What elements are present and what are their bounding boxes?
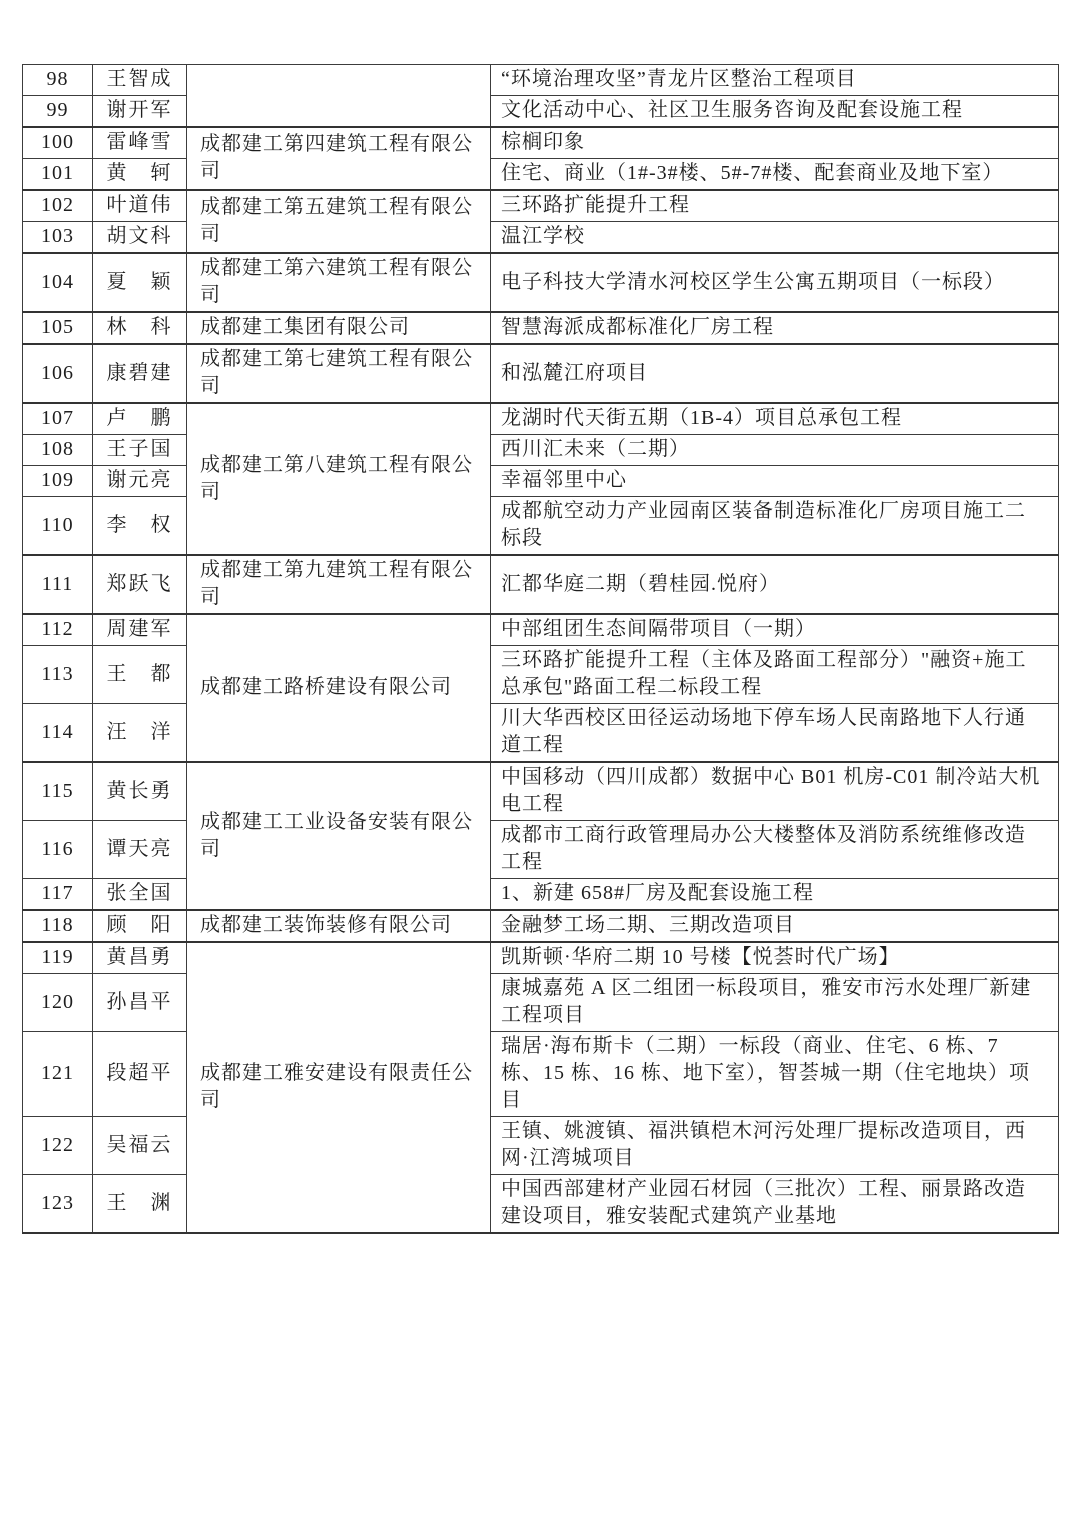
project-cell: 川大华西校区田径运动场地下停车场人民南路地下人行通道工程: [491, 704, 1059, 763]
project-cell: 中国西部建材产业园石材园（三批次）工程、丽景路改造建设项目，雅安装配式建筑产业基地: [491, 1175, 1059, 1234]
person-name-cell: 林 科: [93, 312, 187, 344]
row-number-cell: 118: [23, 910, 93, 942]
project-cell: 中部组团生态间隔带项目（一期）: [491, 614, 1059, 646]
table-row: [23, 646, 1059, 704]
row-number-cell: 103: [23, 222, 93, 254]
personnel-project-table: [22, 64, 1059, 1234]
row-number-cell: 111: [23, 555, 93, 614]
project-cell: 金融梦工场二期、三期改造项目: [491, 910, 1059, 942]
row-number-cell: 100: [23, 127, 93, 159]
table-row: [23, 65, 1059, 96]
row-number-cell: 115: [23, 762, 93, 821]
row-number-cell: 102: [23, 190, 93, 222]
project-cell: 成都市工商行政管理局办公大楼整体及消防系统维修改造工程: [491, 821, 1059, 879]
row-number-cell: 120: [23, 974, 93, 1032]
project-cell: 住宅、商业（1#-3#楼、5#-7#楼、配套商业及地下室）: [491, 159, 1059, 191]
person-name-cell: 康碧建: [93, 344, 187, 403]
project-cell: “环境治理攻坚”青龙片区整治工程项目: [491, 65, 1059, 96]
project-cell: 幸福邻里中心: [491, 466, 1059, 497]
person-name-cell: 夏 颖: [93, 253, 187, 312]
table-row: [23, 704, 1059, 763]
person-name-cell: 卢 鹏: [93, 403, 187, 435]
row-number-cell: 114: [23, 704, 93, 763]
company-cell: 成都建工第七建筑工程有限公司: [187, 344, 491, 403]
table-row: [23, 159, 1059, 191]
person-name-cell: 黄长勇: [93, 762, 187, 821]
table-row: [23, 222, 1059, 254]
project-cell: 王镇、姚渡镇、福洪镇桤木河污处理厂提标改造项目，西网·江湾城项目: [491, 1117, 1059, 1175]
person-name-cell: 王智成: [93, 65, 187, 96]
row-number-cell: 101: [23, 159, 93, 191]
row-number-cell: 112: [23, 614, 93, 646]
table-row: [23, 403, 1059, 435]
project-cell: 棕榈印象: [491, 127, 1059, 159]
table-row: [23, 497, 1059, 556]
project-cell: 和泓麓江府项目: [491, 344, 1059, 403]
table-row: [23, 253, 1059, 312]
row-number-cell: 104: [23, 253, 93, 312]
table-row: [23, 190, 1059, 222]
row-number-cell: 105: [23, 312, 93, 344]
row-number-cell: 119: [23, 942, 93, 974]
row-number-cell: 123: [23, 1175, 93, 1234]
person-name-cell: 王 渊: [93, 1175, 187, 1234]
person-name-cell: 黄昌勇: [93, 942, 187, 974]
company-cell: 成都建工雅安建设有限责任公司: [187, 942, 491, 1233]
row-number-cell: 116: [23, 821, 93, 879]
table-row: [23, 879, 1059, 911]
table-row: [23, 762, 1059, 821]
row-number-cell: 121: [23, 1032, 93, 1117]
table-row: [23, 1117, 1059, 1175]
project-cell: 文化活动中心、社区卫生服务咨询及配套设施工程: [491, 96, 1059, 128]
personnel-project-table-body: [23, 65, 1059, 1234]
person-name-cell: 李 权: [93, 497, 187, 556]
company-cell: 成都建工第九建筑工程有限公司: [187, 555, 491, 614]
person-name-cell: 胡文科: [93, 222, 187, 254]
person-name-cell: 谢元亮: [93, 466, 187, 497]
table-row: [23, 435, 1059, 466]
row-number-cell: 109: [23, 466, 93, 497]
row-number-cell: 108: [23, 435, 93, 466]
row-number-cell: 113: [23, 646, 93, 704]
project-cell: 智慧海派成都标准化厂房工程: [491, 312, 1059, 344]
person-name-cell: 周建军: [93, 614, 187, 646]
person-name-cell: 汪 洋: [93, 704, 187, 763]
person-name-cell: 段超平: [93, 1032, 187, 1117]
table-row: [23, 614, 1059, 646]
company-cell: 成都建工集团有限公司: [187, 312, 491, 344]
table-row: [23, 1175, 1059, 1234]
person-name-cell: 王 都: [93, 646, 187, 704]
company-cell: 成都建工工业设备安装有限公司: [187, 762, 491, 910]
project-cell: 康城嘉苑 A 区二组团一标段项目，雅安市污水处理厂新建工程项目: [491, 974, 1059, 1032]
row-number-cell: 99: [23, 96, 93, 128]
row-number-cell: 110: [23, 497, 93, 556]
project-cell: 中国移动（四川成都）数据中心 B01 机房-C01 制冷站大机电工程: [491, 762, 1059, 821]
table-row: [23, 96, 1059, 128]
table-row: [23, 974, 1059, 1032]
project-cell: 成都航空动力产业园南区装备制造标准化厂房项目施工二标段: [491, 497, 1059, 556]
project-cell: 瑞居·海布斯卡（二期）一标段（商业、住宅、6 栋、7 栋、15 栋、16 栋、地下室），智荟城一期（住宅地块）项目: [491, 1032, 1059, 1117]
project-cell: 电子科技大学清水河校区学生公寓五期项目（一标段）: [491, 253, 1059, 312]
table-row: [23, 942, 1059, 974]
person-name-cell: 吴福云: [93, 1117, 187, 1175]
company-cell: 成都建工第八建筑工程有限公司: [187, 403, 491, 555]
project-cell: 汇都华庭二期（碧桂园.悦府）: [491, 555, 1059, 614]
project-cell: 凯斯顿·华府二期 10 号楼【悦荟时代广场】: [491, 942, 1059, 974]
person-name-cell: 谢开军: [93, 96, 187, 128]
person-name-cell: 郑跃飞: [93, 555, 187, 614]
table-row: [23, 466, 1059, 497]
person-name-cell: 雷峰雪: [93, 127, 187, 159]
row-number-cell: 106: [23, 344, 93, 403]
company-cell: [187, 65, 491, 128]
person-name-cell: 张全国: [93, 879, 187, 911]
row-number-cell: 98: [23, 65, 93, 96]
project-cell: 西川汇未来（二期）: [491, 435, 1059, 466]
row-number-cell: 107: [23, 403, 93, 435]
row-number-cell: 122: [23, 1117, 93, 1175]
table-row: [23, 821, 1059, 879]
person-name-cell: 顾 阳: [93, 910, 187, 942]
person-name-cell: 叶道伟: [93, 190, 187, 222]
person-name-cell: 谭天亮: [93, 821, 187, 879]
table-row: [23, 1032, 1059, 1117]
company-cell: 成都建工装饰装修有限公司: [187, 910, 491, 942]
company-cell: 成都建工第四建筑工程有限公司: [187, 127, 491, 190]
table-row: [23, 555, 1059, 614]
person-name-cell: 孙昌平: [93, 974, 187, 1032]
person-name-cell: 黄 轲: [93, 159, 187, 191]
table-row: [23, 127, 1059, 159]
company-cell: 成都建工路桥建设有限公司: [187, 614, 491, 762]
table-row: [23, 312, 1059, 344]
person-name-cell: 王子国: [93, 435, 187, 466]
company-cell: 成都建工第六建筑工程有限公司: [187, 253, 491, 312]
company-cell: 成都建工第五建筑工程有限公司: [187, 190, 491, 253]
project-cell: 温江学校: [491, 222, 1059, 254]
table-row: [23, 344, 1059, 403]
table-row: [23, 910, 1059, 942]
project-cell: 1、新建 658#厂房及配套设施工程: [491, 879, 1059, 911]
row-number-cell: 117: [23, 879, 93, 911]
project-cell: 三环路扩能提升工程（主体及路面工程部分）"融资+施工总承包"路面工程二标段工程: [491, 646, 1059, 704]
project-cell: 龙湖时代天街五期（1B-4）项目总承包工程: [491, 403, 1059, 435]
project-cell: 三环路扩能提升工程: [491, 190, 1059, 222]
